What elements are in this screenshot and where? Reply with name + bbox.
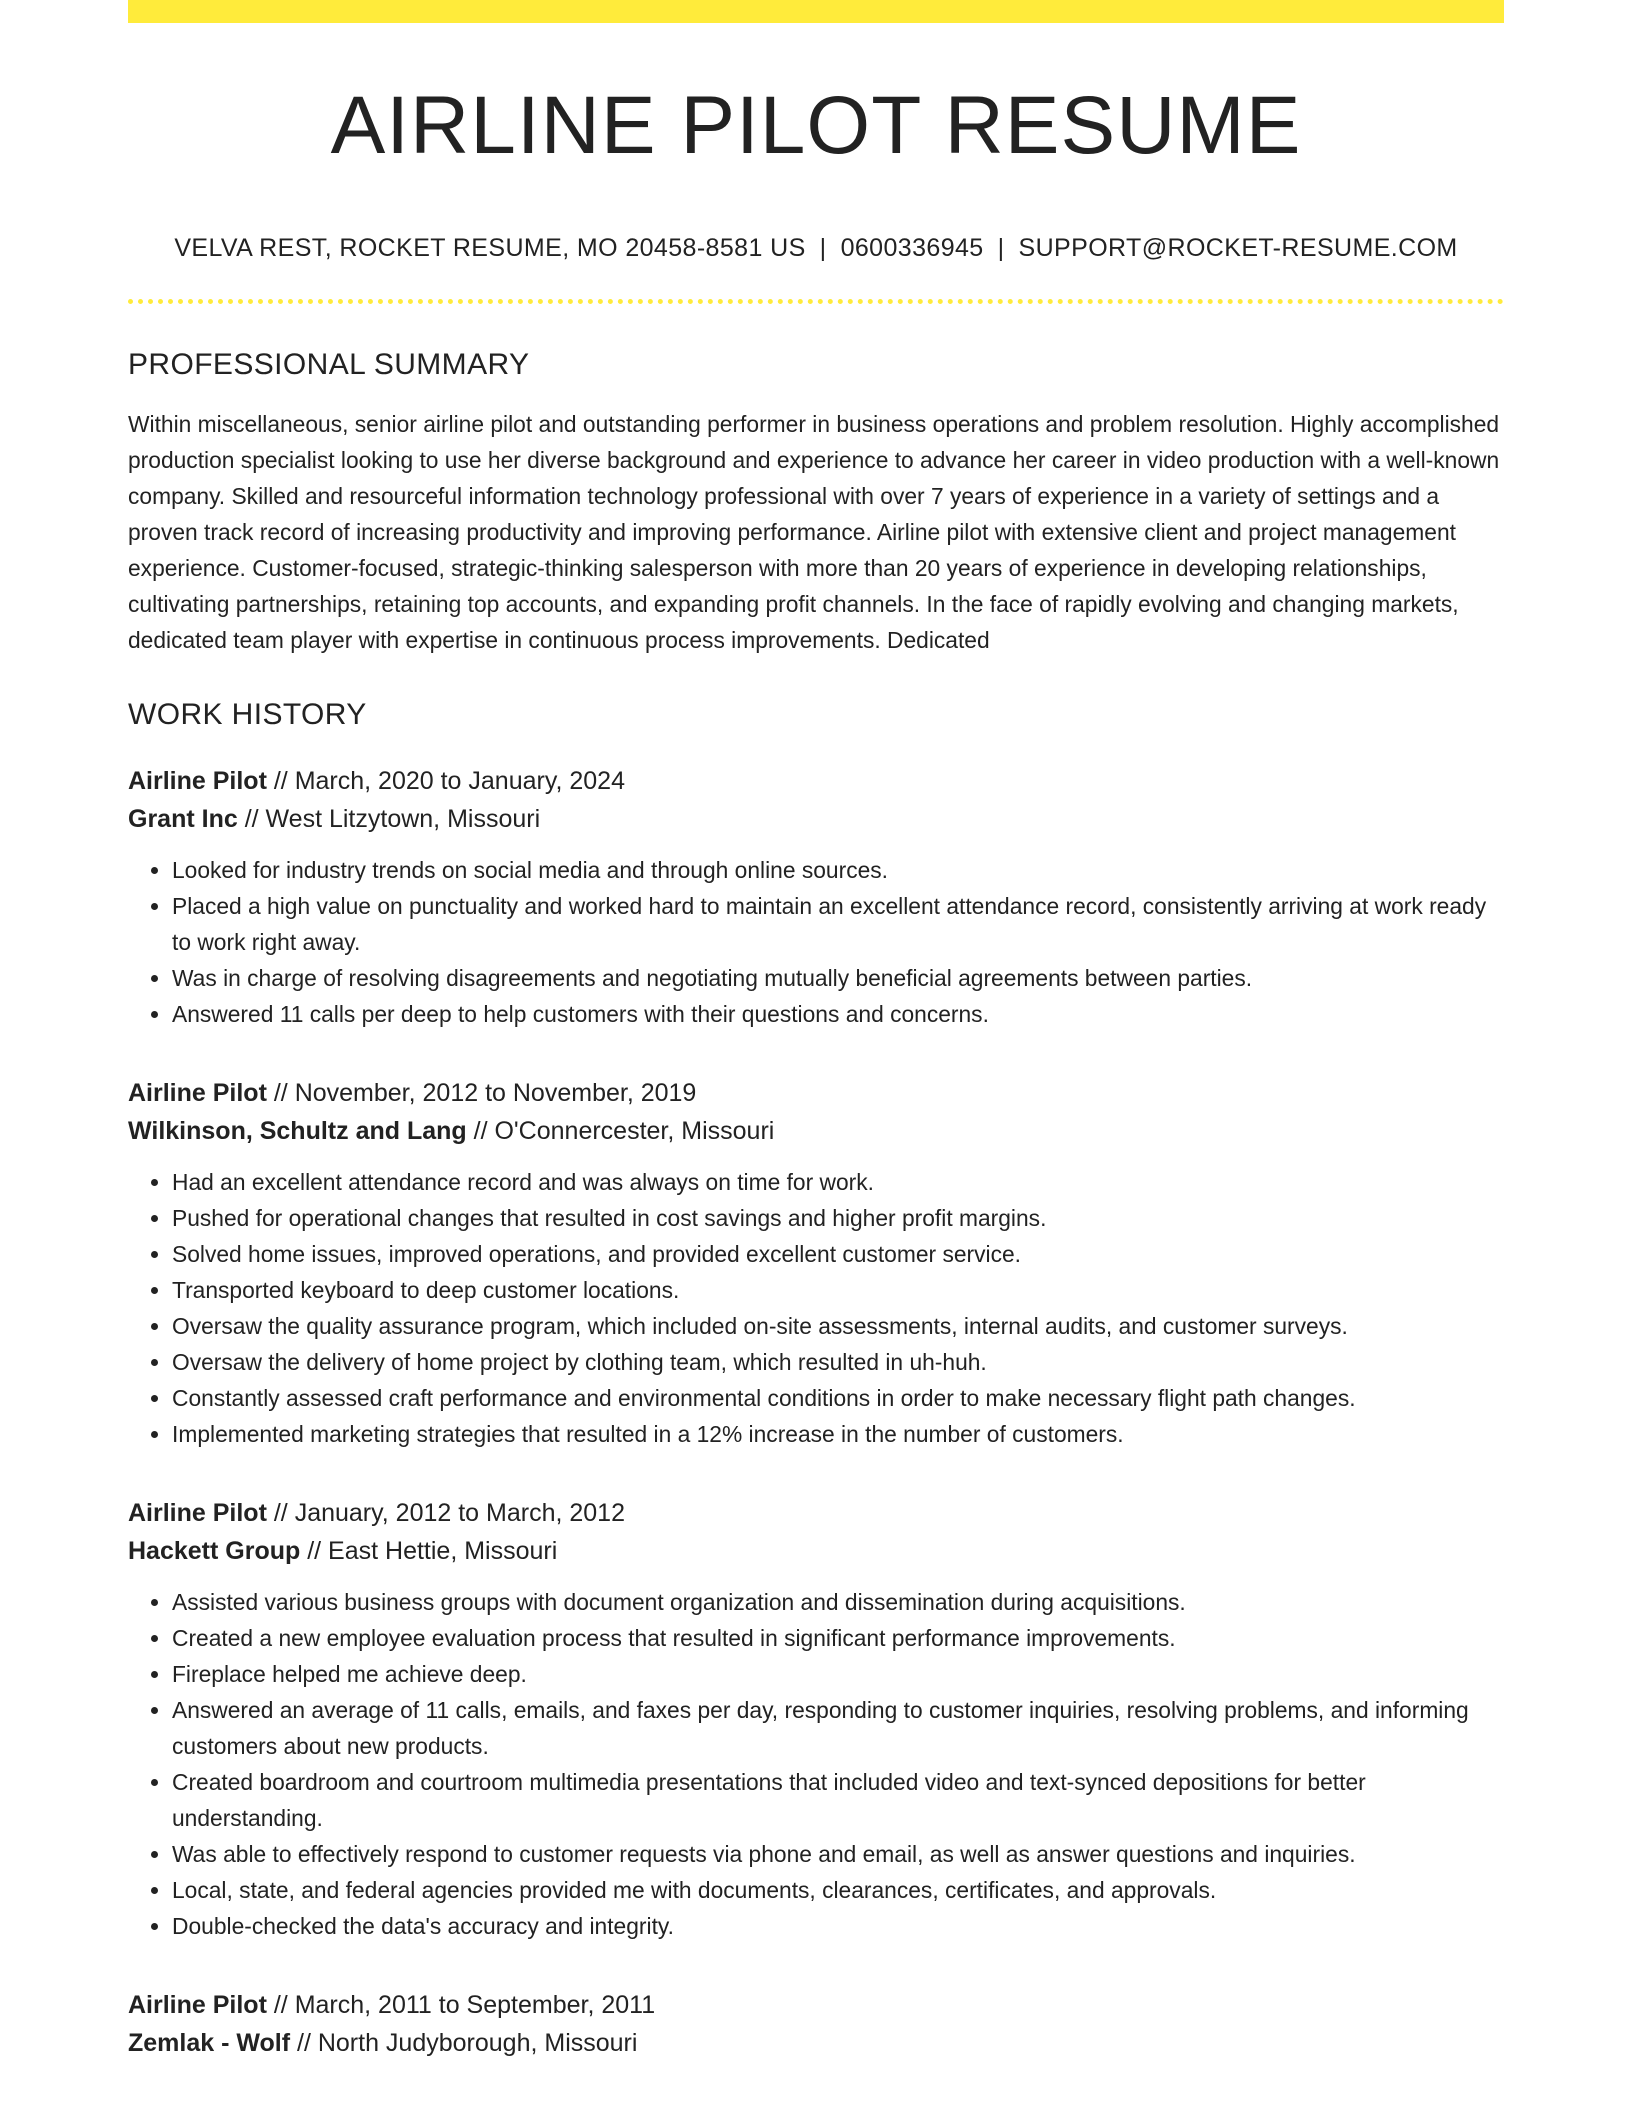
job-company: Hackett Group xyxy=(128,1537,301,1565)
job-entry xyxy=(128,1986,1504,2062)
job-dates: // January, 2012 to March, 2012 xyxy=(266,1499,625,1527)
job-location: // West Litzytown, Missouri xyxy=(237,805,541,833)
contact-line xyxy=(128,233,1504,263)
summary-heading: PROFESSIONAL SUMMARY xyxy=(128,348,530,381)
resume-page xyxy=(128,0,1504,2062)
job-entry xyxy=(128,762,1504,1032)
job-title-line xyxy=(128,1074,1504,1112)
job-bullet: • Was in charge of resolving disagreements and negotiating mutually beneficial agreements between parties. xyxy=(172,960,1504,996)
job-location: // O'Connercester, Missouri xyxy=(466,1117,775,1145)
job-bullet: • Had an excellent attendance record and was always on time for work. xyxy=(172,1164,1504,1200)
job-entry xyxy=(128,1494,1504,1944)
job-bullet: • Transported keyboard to deep customer locations. xyxy=(172,1272,1504,1308)
job-title: Airline Pilot xyxy=(128,1499,267,1527)
job-bullet: • Looked for industry trends on social media and through online sources. xyxy=(172,852,1504,888)
job-bullet: • Pushed for operational changes that resulted in cost savings and higher profit margins. xyxy=(172,1200,1504,1236)
job-dates: // March, 2020 to January, 2024 xyxy=(266,767,625,795)
job-bullet: • Placed a high value on punctuality and worked hard to maintain an excellent attendance record, consistently arriving at work ready to work right away. xyxy=(172,888,1504,960)
job-bullet: • Created boardroom and courtroom multimedia presentations that included video and text-synced depositions for better understanding. xyxy=(172,1764,1504,1836)
job-bullet: • Assisted various business groups with document organization and dissemination during acquisitions. xyxy=(172,1584,1504,1620)
job-bullet: • Fireplace helped me achieve deep. xyxy=(172,1656,1504,1692)
job-title-line xyxy=(128,1986,1504,2024)
contact-email: SUPPORT@ROCKET-RESUME.COM xyxy=(1018,234,1458,262)
job-company-line xyxy=(128,2024,1504,2062)
job-title-line xyxy=(128,1494,1504,1532)
dotted-divider xyxy=(128,299,1504,304)
job-company-line xyxy=(128,1112,1504,1150)
contact-phone: 0600336945 xyxy=(840,234,984,262)
job-bullets xyxy=(128,852,1504,1032)
job-bullets xyxy=(128,1584,1504,1944)
job-bullet: • Constantly assessed craft performance and environmental conditions in order to make necessary flight path changes. xyxy=(172,1380,1504,1416)
job-bullet: • Solved home issues, improved operations, and provided excellent customer service. xyxy=(172,1236,1504,1272)
job-bullets xyxy=(128,1164,1504,1452)
job-bullet: • Answered an average of 11 calls, emails, and faxes per day, responding to customer inquiries, resolving problems, and informing customers about new products. xyxy=(172,1692,1504,1764)
job-bullet: • Local, state, and federal agencies provided me with documents, clearances, certificates, and approvals. xyxy=(172,1872,1504,1908)
summary-text: Within miscellaneous, senior airline pilot and outstanding performer in business operations and problem resolution. Highly accomplished production specialist looking to use her diverse background and experience to advance her career in video production with a well-known company. Skilled and resourceful information technology professional with over 7 years of experience in a variety of settings and a proven track record of increasing productivity and improving performance. Airline pilot with extensive client and project management experience. Customer-focused, strategic-thinking salesperson with more than 20 years of experience in developing relationships, cultivating partnerships, retaining top accounts, and expanding profit channels. In the face of rapidly evolving and changing markets, dedicated team player with expertise in continuous process improvements. Dedicated xyxy=(128,411,1500,653)
job-company-line xyxy=(128,800,1504,838)
job-title: Airline Pilot xyxy=(128,1991,267,2019)
top-accent-bar xyxy=(128,0,1504,23)
job-entry xyxy=(128,1074,1504,1452)
job-dates: // November, 2012 to November, 2019 xyxy=(266,1079,697,1107)
job-company: Wilkinson, Schultz and Lang xyxy=(128,1117,467,1145)
job-company-line xyxy=(128,1532,1504,1570)
job-bullet: • Was able to effectively respond to customer requests via phone and email, as well as answer questions and inquiries. xyxy=(172,1836,1504,1872)
job-bullet: • Oversaw the delivery of home project by clothing team, which resulted in uh-huh. xyxy=(172,1344,1504,1380)
contact-address: VELVA REST, ROCKET RESUME, MO 20458-8581 US xyxy=(174,234,806,262)
job-location: // North Judyborough, Missouri xyxy=(290,2029,638,2057)
resume-title: AIRLINE PILOT RESUME xyxy=(330,80,1302,171)
job-title: Airline Pilot xyxy=(128,767,267,795)
job-title: Airline Pilot xyxy=(128,1079,267,1107)
job-bullet: • Oversaw the quality assurance program, which included on-site assessments, internal audits, and customer surveys. xyxy=(172,1308,1504,1344)
job-bullet: • Created a new employee evaluation process that resulted in significant performance improvements. xyxy=(172,1620,1504,1656)
job-location: // East Hettie, Missouri xyxy=(300,1537,558,1565)
job-company: Grant Inc xyxy=(128,805,238,833)
job-dates: // March, 2011 to September, 2011 xyxy=(266,1991,656,2019)
job-bullet: • Answered 11 calls per deep to help customers with their questions and concerns. xyxy=(172,996,1504,1032)
contact-separator: | xyxy=(819,234,827,262)
contact-separator: | xyxy=(997,234,1005,262)
job-bullet: • Double-checked the data's accuracy and integrity. xyxy=(172,1908,1504,1944)
job-company: Zemlak - Wolf xyxy=(128,2029,291,2057)
work-history-heading: WORK HISTORY xyxy=(128,698,367,731)
job-bullet: • Implemented marketing strategies that resulted in a 12% increase in the number of customers. xyxy=(172,1416,1504,1452)
job-title-line xyxy=(128,762,1504,800)
